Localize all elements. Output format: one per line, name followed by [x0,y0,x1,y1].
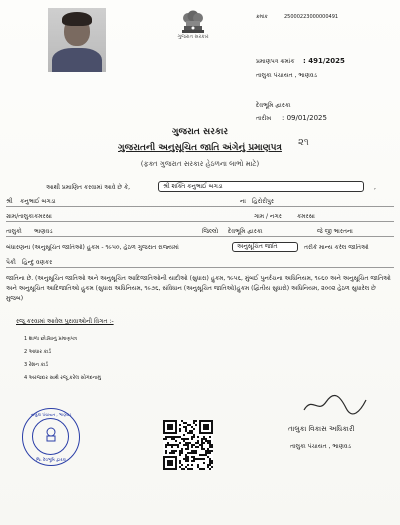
mauja-value: કમરસા [34,213,52,220]
line-rule-4 [6,267,394,268]
proofs-heading: રજૂ કરવામાં આવેલ પુરાવાઓની વિગત :- [16,318,114,325]
village2-value: કમરસા [297,213,315,220]
village-name: હિરોરીપુર [252,198,275,205]
serial-number: 25000223000000491 [284,14,339,20]
date-label: તારીખ [256,115,272,122]
cert-no-value: : 491/2025 [303,57,345,65]
legal-paragraph: જાતિના છે. (અનુસૂચિત જાતિઓ અને અનુસૂચિત આદિજાતિઓની યાદીઓ (સુધારા) હુકમ, ૧૯૫૬, મુંબઈ પુનર્રચના અધિનિયમ, ૧૯૬૦ અને અનુસૂચિત જાતિઓ અને અનુસૂચિત આદિજાતિઓ હુકમ (સુધારા અધિનિયમ, ૧૯૭૬, સંવિધાન (અનુસૂચિત જાતિઓ)હુકમ (દ્વિતીય સુધારો) અધિનિયમ, ૨૦૦૨ હેઠળ સુધારેલ છે મુજબ) [6,275,391,302]
certificate-title: ગુજરાતની અનુસૂચિત જાતિ અંગેનું પ્રમાણપત્ર [118,143,282,153]
applicant-photo [48,8,106,72]
caste-order-post: તરીકે માન્ય કરેલ જાતિઓ [304,244,369,251]
officer-title: તાલુકા વિકાસ અધિકારી [288,425,355,433]
qr-code [163,420,213,470]
district-header: દેવભૂમિ દ્વારકા [256,102,291,109]
emblem-caption: ગુજરાત સરકાર [177,34,209,40]
state-emblem-icon [178,6,208,34]
govt-title: ગુજરાત સરકાર [171,127,229,137]
applicant-name: શ્રી શક્તિ કનુભાઈ બગડા [163,183,223,190]
comma-mark: , [374,184,376,191]
proof-item-4: 4 અરજદાર સાથે રજૂ કરેલ સોગંદનામું [24,375,101,381]
certify-text: આથી પ્રમાણિત કરવામાં આવે છે કે, [46,184,131,191]
officer-office: તાલુકા પંચાયત , ભાણવડ [290,443,351,450]
state-label: જે જી ભારતના [317,228,353,235]
date-value: : 09/01/2025 [282,114,327,122]
cert-no-label: પ્રમાણપત્ર ક્રમાંક [256,58,295,65]
resident-label: ગામ / નગર [254,213,282,220]
line-rule-1 [6,206,394,207]
stamp-emblem-icon [44,427,58,443]
stamp-top-text: તાલુકા પંચાયત , ભાણવડ [30,412,72,417]
district-label: જિલ્લો [202,228,219,235]
serial-label: ક્રમાંક [256,14,268,20]
handwritten-number: ૨૧ [298,137,309,148]
district-value: દેવભૂમિ દ્વારકા [228,228,263,235]
taluka-value: ભાણવડ [34,228,53,235]
certificate-subtitle: (ફક્ત ગુજરાત સરકાર હેઠળના લાભો માટે) [140,160,260,168]
caste-value: હિન્દુ વણકર [22,259,53,266]
office-line: તાલુકા પંચાયત , ભાણવડ [256,72,317,79]
line-rule-2 [6,221,394,222]
father-name: કનુભાઈ બગડા [20,198,56,205]
category-value: અનુસૂચિત જાતિ [237,243,278,250]
mauja-label: ગ્રામ/તાલુકા [6,213,34,220]
proof-item-2: 2 આધાર કાર્ડ [24,349,52,355]
line-rule-3 [6,236,394,237]
caste-order-text: બંધારણના (અનુસૂચિત જાતિઓ) હુકમ - ૧૯૫૦, હેઠળ ગુજરાત રાજ્યમાં [6,244,179,251]
taluka-label: તાલુકો [6,228,22,235]
proof-item-3: 3 રેશન કાર્ડ [24,362,49,368]
relation-label: શ્રી [6,198,13,205]
of-label: ના [240,198,246,205]
proof-item-1: 1 શાળા છોડ્યાનું પ્રમાણપત્ર [24,336,78,342]
caste-prefix: પૈકી [6,259,16,266]
signature-icon [300,392,370,416]
category-box [232,242,298,252]
official-stamp [22,408,80,466]
stamp-bottom-text: જિ. દેવભૂમિ દ્વારકા [35,457,67,462]
name-box [158,181,364,192]
